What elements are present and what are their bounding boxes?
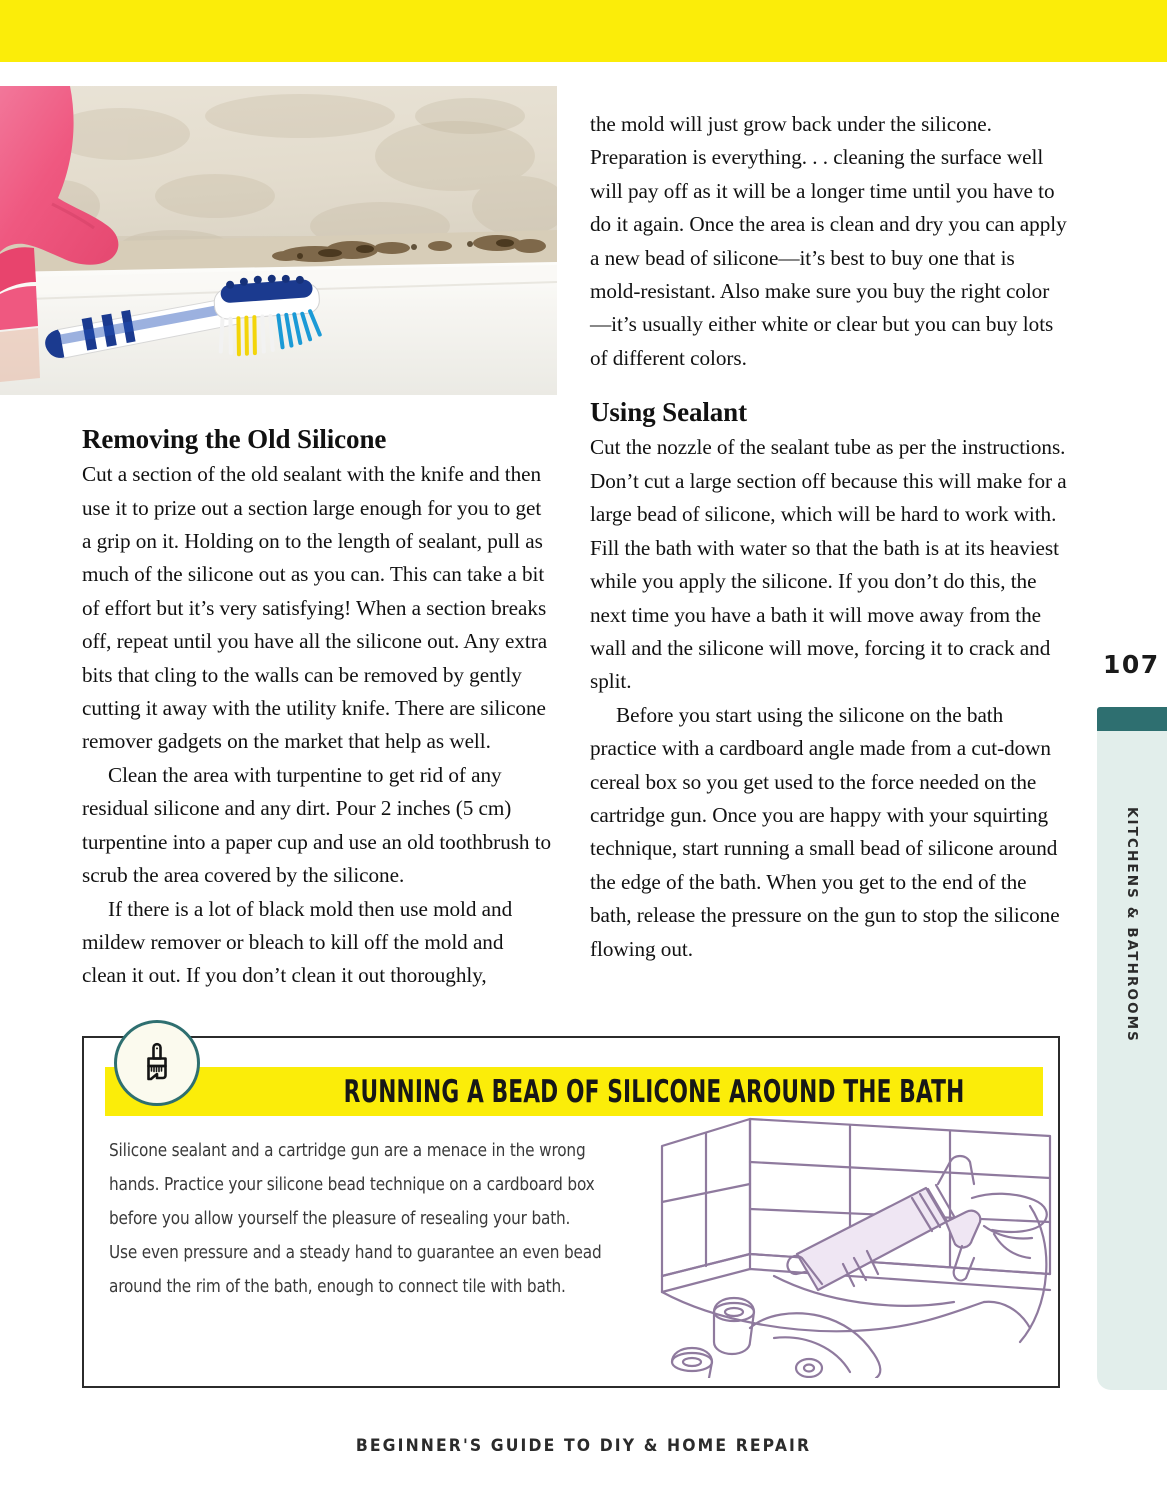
paragraph: Cut a section of the old sealant with the knife and then use it to prize out a section large enough for you to get a grip on it. Holding on to the length of sealant, pull as much of the silicone out as you can. This can take a bit of effort but it’s very satisfying! When a section breaks off, repeat until you have all the silicone out. Any extra bits that cling to the walls can be removed by gently cutting it away with the utility knife. There are silicone remover gadgets on the market that help as well.	[82, 462, 548, 754]
heading-using-sealant: Using Sealant	[590, 397, 747, 428]
paragraph: Cut the nozzle of the sealant tube as per the instructions. Don’t cut a large section off because this will make for a large bead of silicone, which will be hard to work with. Fill the bath with water so that the bath is at its heaviest while you apply the silicone. If you don’t do this, the next time you have a bath it will move away from the wall and the silicone will move, forcing it to crack and split.	[590, 435, 1067, 694]
callout-title: RUNNING A BEAD OF SILICONE AROUND THE BATH	[343, 1074, 965, 1110]
side-tab-label: KITCHENS & BATHROOMS	[1124, 806, 1140, 1044]
paragraph: If there is a lot of black mold then use mold and mildew remover or bleach to kill off the mold and clean it out. If you don’t clean it out thoroughly,	[82, 896, 513, 988]
left-text-column	[82, 424, 552, 993]
paragraph: Clean the area with turpentine to get rid of any residual silicone and any dirt. Pour 2 inches (5 cm) turpentine into a paper cup and use an old toothbrush to scrub the area covered by the silicone.	[82, 762, 552, 888]
heading-removing-old-silicone: Removing the Old Silicone	[82, 424, 387, 454]
illustration-caulking-bath	[654, 1106, 1054, 1378]
callout-body-text: Silicone sealant and a cartridge gun are a menace in the wrong hands. Practice your silicone bead technique on a cardboard box before you allow yourself the pleasure of resealing your bath. Use even pressure and a steady hand to guarantee an even bead around the rim of the bath, enough to connect tile with bath.	[109, 1141, 602, 1297]
page-footer: BEGINNER'S GUIDE TO DIY & HOME REPAIR	[355, 1436, 812, 1456]
tip-callout-box	[82, 1036, 1060, 1388]
paragraph-continued: the mold will just grow back under the silicone. Preparation is everything. . . cleaning the surface well will pay off as it will be a longer time until you have to do it again. Once the area is clean and dry you can apply a new bead of silicone—it’s best to buy one that is mold-resistant. Also make sure you buy the right color—it’s usually either white or clear but you can buy lots of different colors.	[590, 112, 1067, 370]
paintbrush-icon	[114, 1020, 200, 1106]
right-text-column	[590, 108, 1070, 966]
page-number: 107	[1103, 650, 1160, 679]
chapter-side-tab	[1097, 707, 1167, 1390]
side-tab-cap	[1097, 707, 1167, 731]
top-yellow-band	[0, 0, 1167, 62]
photo-mold-scrubbing	[0, 86, 557, 395]
paragraph: Before you start using the silicone on the bath practice with a cardboard angle made from a cut-down cereal box so you get used to the force needed on the cartridge gun. Once you are happy with your squirting technique, start running a small bead of silicone around the edge of the bath. When you get to the end of the bath, release the pressure on the gun to stop the silicone flowing out.	[590, 702, 1060, 961]
